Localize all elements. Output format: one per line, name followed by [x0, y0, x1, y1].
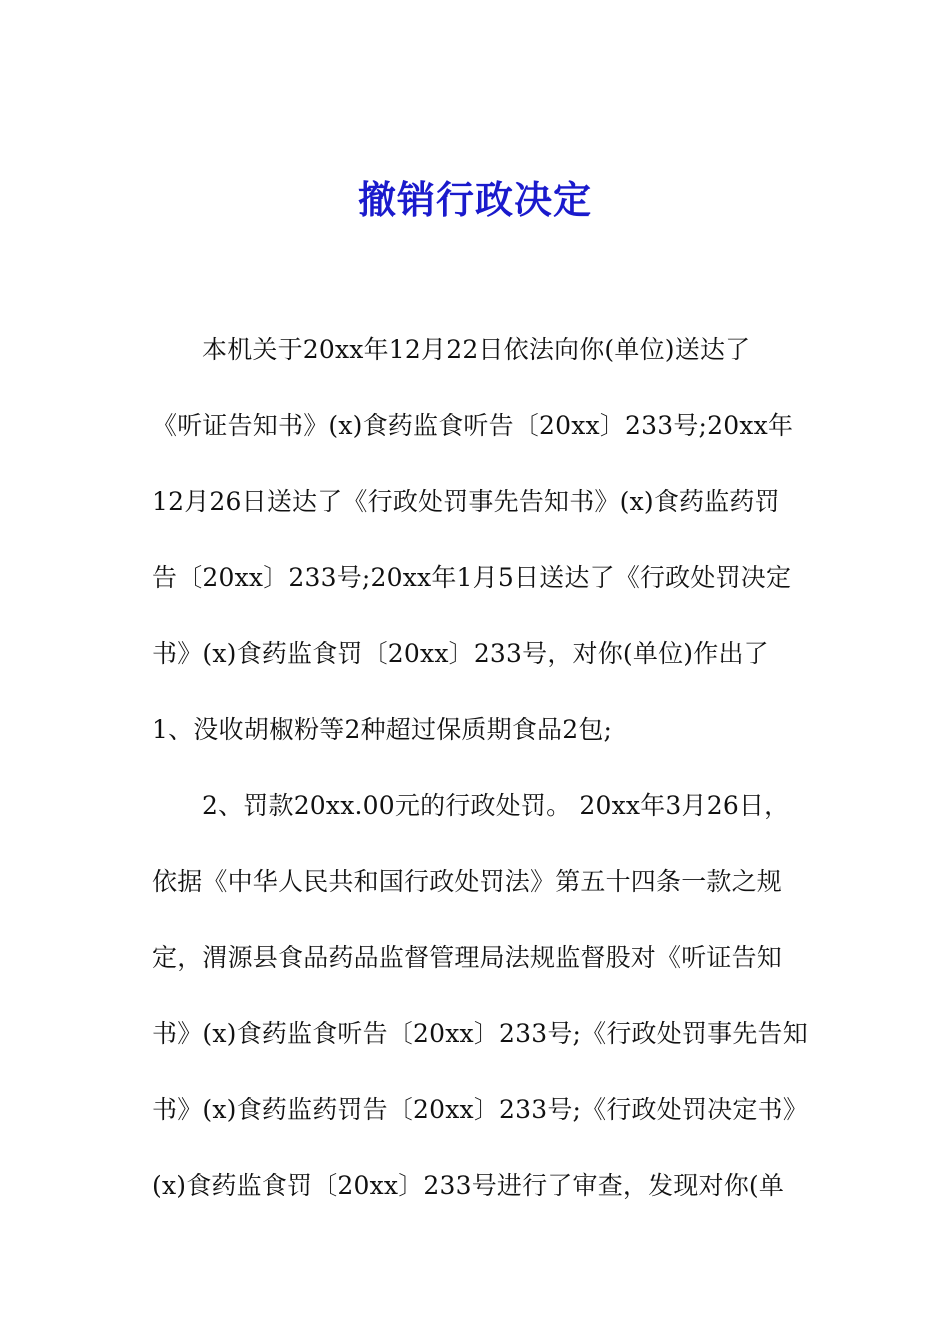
- paragraph-line: 依据《中华人民共和国行政处罚法》第五十四条一款之规: [152, 867, 783, 896]
- paragraph-line: 书》(x)食药监食罚〔20xx〕233号，对你(单位)作出了: [152, 639, 769, 668]
- list-item: 1、没收胡椒粉等2种超过保质期食品2包;: [152, 715, 613, 744]
- paragraph-line: 《听证告知书》(x)食药监食听告〔20xx〕233号;20xx年: [152, 411, 794, 440]
- paragraph-line: 书》(x)食药监药罚告〔20xx〕233号;《行政处罚决定书》: [152, 1095, 808, 1124]
- paragraph-line: 定，渭源县食品药品监督管理局法规监督股对《听证告知: [152, 943, 783, 972]
- paragraph-line: 12月26日送达了《行政处罚事先告知书》(x)食药监药罚: [152, 487, 780, 516]
- document-body: [152, 322, 812, 1234]
- document-title: 撤销行政决定: [357, 177, 592, 222]
- paragraph-line: (x)食药监食罚〔20xx〕233号进行了审查，发现对你(单: [152, 1171, 785, 1200]
- paragraph-line: 本机关于20xx年12月22日依法向你(单位)送达了: [202, 335, 751, 364]
- paragraph-line: 书》(x)食药监食听告〔20xx〕233号;《行政处罚事先告知: [152, 1019, 808, 1048]
- list-item: 2、罚款20xx.00元的行政处罚。 20xx年3月26日，: [202, 791, 790, 820]
- paragraph-line: 告〔20xx〕233号;20xx年1月5日送达了《行政处罚决定: [152, 563, 792, 592]
